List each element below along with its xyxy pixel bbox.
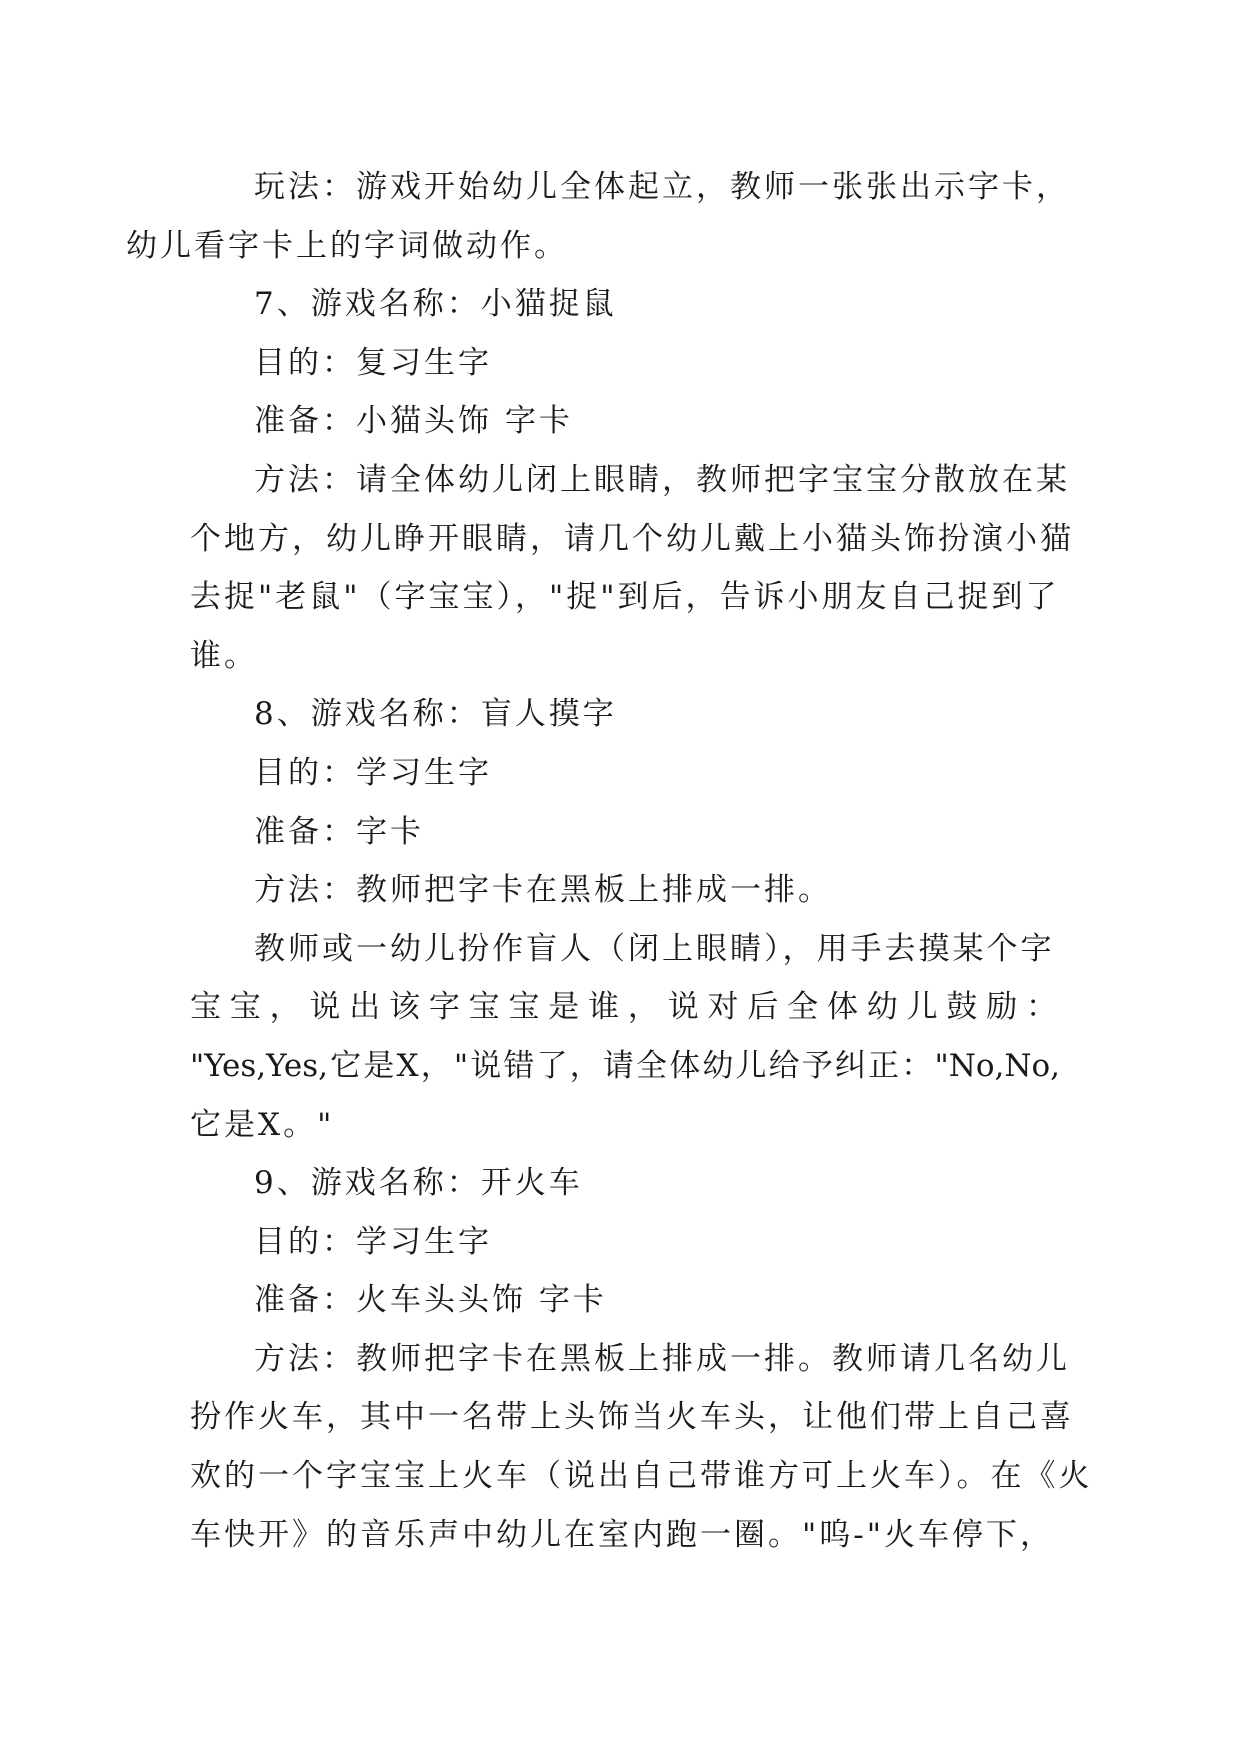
text-line: 去捉"老鼠"（字宝宝），"捉"到后，告诉小朋友自己捉到了 [190,579,1060,616]
text-line: 目的：学习生字 [254,754,492,791]
text-line: 车快开》的音乐声中幼儿在室内跑一圈。"呜-"火车停下， [190,1516,1054,1553]
paragraph-gameplay [126,158,1070,275]
paragraph-method [190,1330,1093,1564]
text-line: 扮作火车，其中一名带上头饰当火车头，让他们带上自己喜 [190,1399,1074,1436]
text-line: 准备：字卡 [254,813,424,850]
document-body [126,158,1093,1564]
paragraph-method [190,451,1074,685]
text-line: 方法：请全体幼儿闭上眼睛，教师把字宝宝分散放在某 [254,461,1070,498]
text-line: 幼儿看字卡上的字词做动作。 [126,227,568,264]
paragraph-method-detail [190,920,1060,1154]
text-line: 谁。 [190,637,258,674]
paragraph-purpose [190,1213,1060,1272]
paragraph-purpose [190,334,1060,393]
text-line: 8、游戏名称：盲人摸字 [254,696,617,733]
text-line: 目的：学习生字 [254,1223,492,1260]
heading-game-9 [190,1154,1060,1213]
heading-game-7 [190,275,1060,334]
text-line: 宝宝，说出该字宝宝是谁，说对后全体幼儿鼓励： [190,989,1060,1026]
paragraph-preparation [190,392,1060,451]
paragraph-method [190,861,1060,920]
text-line: "Yes,Yes,它是X，"说错了，请全体幼儿给予纠正："No,No, [190,1047,1060,1084]
paragraph-purpose [190,744,1060,803]
paragraph-preparation [190,1271,1060,1330]
text-line: 玩法：游戏开始幼儿全体起立，教师一张张出示字卡， [254,169,1070,205]
text-line: 9、游戏名称：开火车 [254,1165,583,1202]
text-line: 准备：火车头头饰 字卡 [254,1282,607,1319]
text-line: 目的：复习生字 [254,344,492,381]
text-line: 个地方，幼儿睁开眼睛，请几个幼儿戴上小猫头饰扮演小猫 [190,520,1074,557]
text-line: 准备：小猫头饰 字卡 [254,403,573,440]
text-line: 方法：教师把字卡在黑板上排成一排。 [254,872,832,909]
text-line: 欢的一个字宝宝上火车（说出自己带谁方可上火车）。在《火 [190,1458,1093,1495]
text-line: 方法：教师把字卡在黑板上排成一排。教师请几名幼儿 [254,1340,1070,1377]
paragraph-preparation [190,803,1060,862]
heading-game-8 [190,685,1060,744]
text-line: 它是X。" [190,1106,335,1143]
text-line: 教师或一幼儿扮作盲人（闭上眼睛），用手去摸某个字 [254,930,1055,967]
text-line: 7、游戏名称：小猫捉鼠 [254,286,617,323]
